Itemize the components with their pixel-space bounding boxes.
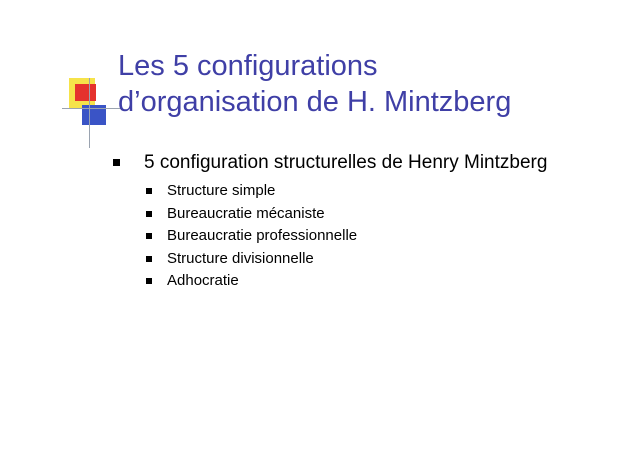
sub-bullet-text: Bureaucratie professionnelle [167, 227, 358, 244]
sub-bullet-item [144, 180, 600, 203]
square-bullet-icon [146, 278, 152, 284]
red-square [75, 84, 96, 101]
sub-bullet-text: Adhocratie [167, 272, 239, 289]
sub-bullet-list [144, 180, 600, 293]
sub-bullet-text: Bureaucratie mécaniste [167, 204, 325, 222]
square-bullet-icon [146, 211, 152, 217]
sub-bullet-item [144, 225, 600, 248]
bullet-list [110, 150, 600, 293]
horizontal-rule [62, 108, 122, 109]
sub-bullet-item [144, 248, 600, 271]
sub-bullet-item [144, 203, 600, 226]
square-bullet-icon [146, 233, 152, 239]
main-bullet-item [110, 150, 600, 293]
title-line-2: d’organisation de H. Mintzberg [118, 86, 512, 118]
square-bullet-icon [146, 188, 152, 194]
sub-bullet-text: Structure simple [167, 182, 276, 199]
decorative-blocks [62, 78, 122, 148]
sub-bullet-text: Structure divisionnelle [167, 249, 314, 267]
main-bullet-text: 5 configuration structurelles de Henry Mintzberg [144, 152, 548, 173]
vertical-rule [89, 78, 90, 148]
square-bullet-icon [146, 256, 152, 262]
square-bullet-icon [113, 159, 120, 166]
sub-bullet-item [144, 270, 600, 293]
slide-title [118, 48, 618, 120]
title-line-1: Les 5 configurations [118, 50, 378, 82]
